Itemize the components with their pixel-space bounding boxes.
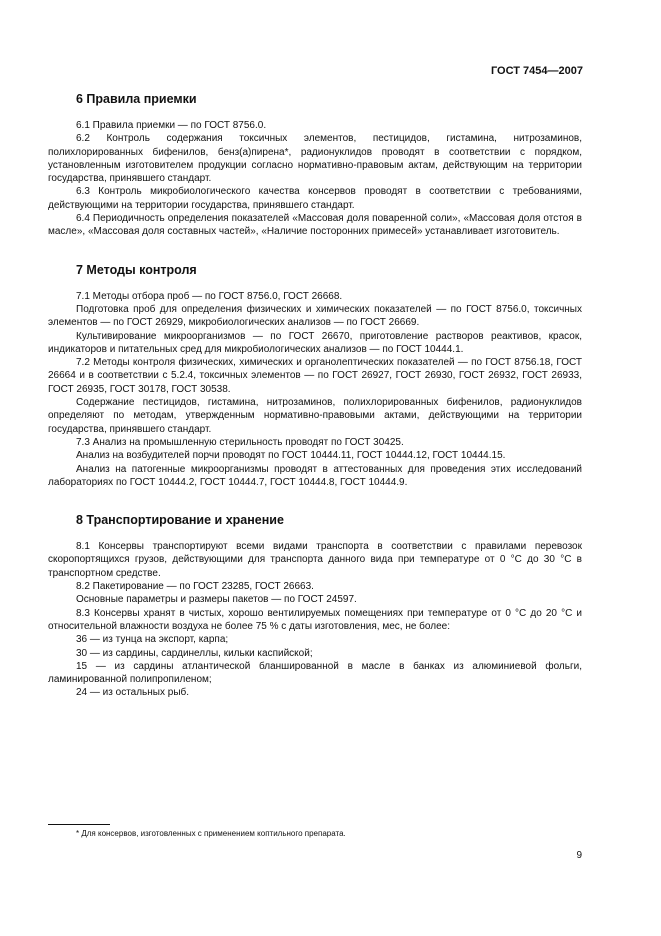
section-8 (48, 513, 582, 700)
list-item: 15 — из сардины атлантической бланшированной в масле в банках из алюминиевой фольги, ламинированной полипропиленом; (48, 660, 582, 686)
paragraph: Анализ на патогенные микроорганизмы проводят в аттестованных для проведения этих исследований лабораториях по ГОСТ 10444.2, ГОСТ 10444.7, ГОСТ 10444.8, ГОСТ 10444.9. (48, 463, 582, 488)
paragraph: 8.1 Консервы транспортируют всеми видами транспорта в соответствии с правилами перевозок скоропортящихся грузов, действующими для транспорта данного вида при температуре от 0 °С до 30 °С в транспортном средстве. (48, 541, 582, 579)
section-title: 6 Правила приемки (76, 92, 197, 106)
page-number: 9 (576, 850, 582, 861)
document-body (48, 92, 582, 710)
paragraph: 7.2 Методы контроля физических, химических и органолептических показателей — по ГОСТ 8756.18, ГОСТ 26664 и в соответствии с 5.2.4, токсичных элементов — по ГОСТ 26927, ГОСТ 26930, ГОСТ 26932, ГОСТ 26933, ГОСТ 26935, ГОСТ 30178, ГОСТ 30538. (48, 357, 582, 395)
document-header-code: ГОСТ 7454—2007 (490, 65, 583, 77)
paragraph: 7.3 Анализ на промышленную стерильность проводят по ГОСТ 30425. (76, 436, 404, 448)
section-7 (48, 263, 582, 489)
paragraph: 8.3 Консервы хранят в чистых, хорошо вентилируемых помещениях при температуре от 0 °С до 20 °С и относительной влажности воздуха не более 75 % с даты изготовления, мес, не более: (48, 607, 582, 632)
section-title: 7 Методы контроля (76, 262, 197, 277)
paragraph: Содержание пестицидов, гистамина, нитрозаминов, полихлорированных бифенилов, радионуклидов определяют по методам, утвержденным нормативно-правовыми актами, действующими на территории государства, принявшего стандарт. (48, 397, 582, 435)
paragraph: 6.3 Контроль микробиологического качества консервов проводят в соответствии с требованиями, действующими на территории государства, принявшего стандарт. (48, 186, 582, 211)
paragraph: Анализ на возбудителей порчи проводят по ГОСТ 10444.11, ГОСТ 10444.12, ГОСТ 10444.15. (76, 450, 506, 462)
footnote-divider (48, 824, 110, 825)
section-title: 8 Транспортирование и хранение (76, 513, 284, 528)
paragraph: 6.2 Контроль содержания токсичных элементов, пестицидов, гистамина, нитрозаминов, полихлорированных бифенилов, бенз(а)пирена*, радионуклидов проводят в соответствии с порядком, установленным изготовителем продукции согласно нормативно-правовым актам, действующим на территории государства, принявшего стандарт. (48, 133, 582, 185)
paragraph: Основные параметры и размеры пакетов — по ГОСТ 24597. (76, 594, 357, 606)
paragraph: 6.4 Периодичность определения показателей «Массовая доля поваренной соли», «Массовая доля отстоя в масле», «Массовая доля составных частей», «Наличие посторонних примесей» устанавливает изготовитель. (48, 213, 582, 238)
section-6 (48, 92, 582, 239)
footnote: * Для консервов, изготовленных с применением коптильного препарата. (76, 829, 346, 838)
paragraph: 6.1 Правила приемки — по ГОСТ 8756.0. (76, 120, 267, 131)
paragraph: Подготовка проб для определения физических и химических показателей — по ГОСТ 8756.0, токсичных элементов — по ГОСТ 26929, микробиологических анализов — по ГОСТ 26669. (48, 303, 582, 329)
paragraph: 7.1 Методы отбора проб — по ГОСТ 8756.0, ГОСТ 26668. (76, 290, 343, 302)
paragraph: 8.2 Пакетирование — по ГОСТ 23285, ГОСТ 26663. (76, 581, 314, 593)
paragraph: Культивирование микроорганизмов — по ГОСТ 26670, приготовление растворов реактивов, красок, индикаторов и питательных сред для микробиологических анализов — по ГОСТ 10444.1. (48, 330, 582, 355)
list-item: 30 — из сардины, сардинеллы, кильки каспийской; (76, 647, 313, 659)
list-item: 24 — из остальных рыб. (76, 687, 190, 699)
list-item: 36 — из тунца на экспорт, карпа; (76, 634, 229, 646)
